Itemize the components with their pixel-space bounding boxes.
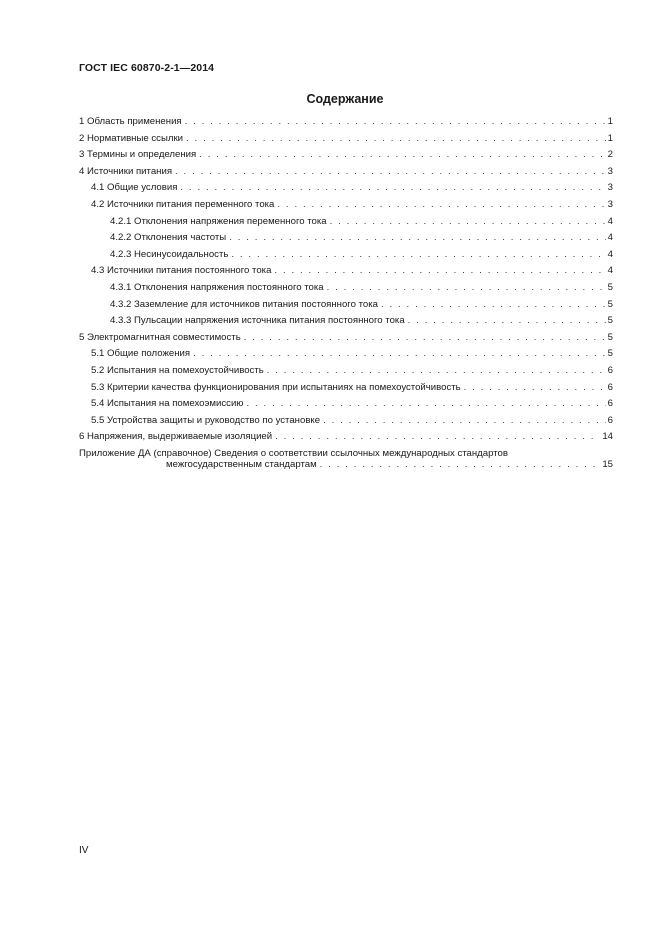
toc-entry-label: 5.5 Устройства защиты и руководство по установке (91, 414, 321, 426)
toc-entry-4-3[interactable] (79, 263, 613, 280)
toc-entry-label: 4.1 Общие условия (91, 182, 178, 194)
toc-entry-label: 4.2 Источники питания переменного тока (91, 198, 275, 210)
toc-entry-page: 1 (607, 116, 613, 127)
toc-leader-dots (175, 164, 606, 181)
toc-entry-5-4[interactable] (79, 396, 613, 413)
toc-entry-label: 5.1 Общие положения (91, 348, 191, 360)
toc-leader-dots (267, 363, 606, 380)
toc-appendix-continuation (79, 459, 613, 471)
toc-entry-page: 14 (602, 431, 613, 443)
toc-entry-label: 3 Термины и определения (79, 149, 197, 161)
toc-leader-dots (277, 197, 605, 214)
toc-leader-dots (330, 214, 606, 231)
toc-entry-page: 3 (607, 198, 613, 210)
toc-leader-dots (247, 396, 606, 413)
toc-leader-dots (327, 280, 606, 297)
toc-entry-page: 4 (607, 265, 613, 277)
toc-entry-5-5[interactable] (79, 413, 613, 430)
toc-leader-dots (464, 380, 606, 397)
toc-entry-label: 4.3 Источники питания постоянного тока (91, 265, 272, 277)
toc-entry-label: 4.3.3 Пульсации напряжения источника питания постоянного тока (110, 315, 405, 327)
toc-entry-page: 15 (602, 459, 613, 471)
toc-entry-5-1[interactable] (79, 346, 613, 363)
toc-entry-page: 4 (607, 215, 613, 227)
toc-entry-2[interactable] (79, 131, 613, 148)
toc-entry-4-2[interactable] (79, 197, 613, 214)
toc-leader-dots (229, 230, 605, 247)
toc-entry-label: 5.3 Критерии качества функционирования при испытаниях на помехоустойчивость (91, 381, 461, 393)
toc-leader-dots (244, 330, 606, 347)
toc-entry-appendix-da[interactable] (79, 448, 613, 471)
toc-entry-3[interactable] (79, 147, 613, 164)
toc-entry-page: 6 (607, 398, 613, 410)
toc-entry-page: 4 (607, 248, 613, 260)
toc-entry-5-3[interactable] (79, 380, 613, 397)
toc-entry-4-2-3[interactable] (79, 247, 613, 264)
toc-entry-page: 5 (607, 315, 613, 327)
toc-entry-label: 1 Область применения (79, 116, 182, 127)
toc-entry-page: 5 (607, 281, 613, 293)
table-of-contents (79, 114, 613, 471)
toc-entry-6[interactable] (79, 429, 613, 446)
toc-entry-label: 4.3.2 Заземление для источников питания постоянного тока (110, 298, 378, 310)
toc-leader-dots (185, 114, 606, 131)
toc-entry-4-3-3[interactable] (79, 313, 613, 330)
toc-leader-dots (323, 413, 606, 430)
toc-leader-dots (180, 180, 605, 197)
toc-leader-dots (193, 346, 606, 363)
toc-entry-page: 6 (607, 381, 613, 393)
toc-entry-page: 1 (607, 132, 613, 144)
toc-entry-4-2-2[interactable] (79, 230, 613, 247)
toc-entry-label: 4.2.2 Отклонения частоты (110, 232, 227, 244)
toc-entry-page: 3 (607, 165, 613, 177)
toc-entry-4-1[interactable] (79, 180, 613, 197)
toc-leader-dots (381, 297, 606, 314)
toc-entry-4-3-2[interactable] (79, 297, 613, 314)
toc-entry-page: 5 (607, 298, 613, 310)
standard-id-header: ГОСТ IEC 60870-2-1—2014 (79, 62, 215, 74)
toc-entry-1[interactable] (79, 114, 613, 131)
toc-appendix-title-cont: межгосударственным стандартам (166, 459, 317, 471)
toc-entry-label: 4.2.3 Несинусоидальность (110, 248, 229, 260)
toc-entry-4[interactable] (79, 164, 613, 181)
toc-entry-label: 2 Нормативные ссылки (79, 132, 184, 144)
toc-entry-5[interactable] (79, 330, 613, 347)
toc-leader-dots (320, 459, 601, 471)
toc-title: Содержание (306, 92, 384, 106)
toc-entry-page: 4 (607, 232, 613, 244)
toc-leader-dots (186, 131, 606, 148)
toc-entry-5-2[interactable] (79, 363, 613, 380)
toc-leader-dots (274, 263, 605, 280)
toc-entry-page: 3 (607, 182, 613, 194)
toc-entry-page: 6 (607, 414, 613, 426)
toc-appendix-title: Приложение ДА (справочное) Сведения о соответствии ссылочных международных стандартов (79, 447, 508, 459)
toc-leader-dots (231, 247, 605, 264)
toc-entry-page: 2 (607, 149, 613, 161)
toc-leader-dots (199, 147, 605, 164)
toc-entry-label: 6 Напряжения, выдерживаемые изоляцией (79, 431, 273, 443)
toc-entry-label: 5.4 Испытания на помехоэмиссию (91, 398, 244, 410)
page-number: IV (79, 845, 89, 856)
toc-leader-dots (408, 313, 606, 330)
toc-entry-label: 4.3.1 Отклонения напряжения постоянного тока (110, 281, 324, 293)
toc-entry-page: 5 (607, 348, 613, 360)
toc-entry-4-3-1[interactable] (79, 280, 613, 297)
toc-entry-label: 5.2 Испытания на помехоустойчивость (91, 364, 264, 376)
toc-leader-dots (275, 429, 600, 446)
toc-entry-label: 5 Электромагнитная совместимость (79, 331, 241, 343)
toc-entry-label: 4 Источники питания (79, 165, 173, 177)
toc-entry-4-2-1[interactable] (79, 214, 613, 231)
toc-entry-label: 4.2.1 Отклонения напряжения переменного тока (110, 215, 327, 227)
toc-entry-page: 5 (607, 331, 613, 343)
toc-entry-page: 6 (607, 364, 613, 376)
